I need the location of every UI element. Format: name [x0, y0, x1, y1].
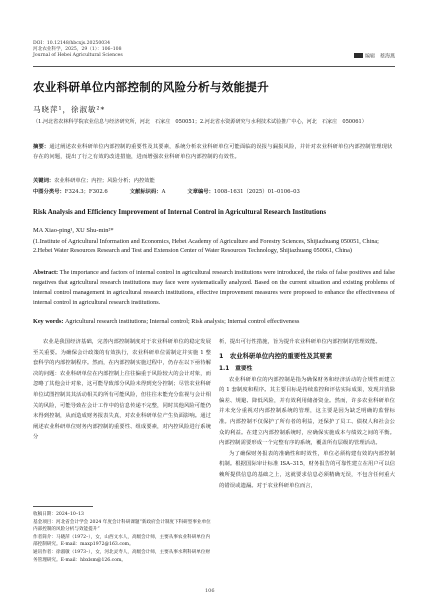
fund-value: 河北省会计学会 2024 年度会计科研课题“新政府会计制度下科研型事业单位内部控制的风险分析与效能提升” [33, 519, 211, 533]
authors-cn: 马晓萍¹，徐淑敏²* [33, 105, 106, 114]
affiliation-cn: （1.河北省农林科学院农业信息与经济研究所，河北 石家庄 050051；2.河北省水资源研究与水利技术试验推广中心，河北 石家庄 050061） [33, 119, 367, 125]
classification-line [33, 187, 395, 195]
abstract-en-label: Abstract: [33, 269, 59, 276]
keywords-en [33, 318, 395, 325]
author2-label: 通讯作者： [33, 549, 56, 555]
received-value: 2024–10–13 [55, 512, 84, 517]
keywords-en-label: Key words: [33, 318, 64, 325]
received-label: 收稿日期： [33, 512, 56, 517]
article-title-en: Risk Analysis and Efficiency Improvement of Internal Control in Agricultural Research Institutions [33, 209, 327, 216]
abstract-en [33, 268, 395, 308]
journal-info: 河北农业科学，2025，29（1）：106–108 [33, 47, 122, 53]
doi: DOI：10.12148/hbcxjs.20250034 [33, 41, 111, 46]
page-number: 106 [205, 588, 215, 594]
affiliation-en: (1.Institute of Agricultural Information and Economics, Hebei Academy of Agriculture and Forestry Sciences, Shijiazhuang 050051, China; 2.Hebei Water Resources Research and Test and Extension Center of Water Resources Technology, Shijiazhuang 050061, China) [33, 238, 379, 255]
editor-marker-block [354, 53, 363, 58]
article-id-value: 1008–1631（2025）01–0106–03 [213, 189, 300, 195]
received-date [33, 511, 211, 519]
editor-note [354, 53, 395, 60]
footnotes [33, 511, 211, 564]
keywords-cn-text: 农业科研单位；内控；风险分析；内控效能 [54, 178, 155, 184]
author1-label: 作者简介： [33, 534, 56, 540]
clc-value: F324.3；F302.6 [64, 189, 108, 195]
section-1-heading: 1 农业科研单位内控的重要性及其要素 [219, 351, 333, 360]
authors-en: MA Xiao-ping¹, XU Shu-min²* [33, 227, 114, 234]
section-1-1-paragraph-1: 农业科研单位的内部控制是指为确保财务和经济活动的合规性而建立的 1 套制度和程序。其主要目标是持续监控和评估实际成果，发现并消除偏差、规避、降低风险，并有效利用储备资金。然而，许多农业科研单位并未充分重视对内部控制系统的管理，这主要是因为缺乏明确的监督标准。内部控制不仅保护了所有者的利益，还保护了员工、债权人和社会公众的利益。在建立内部控制系统时，应确保实施成本与绩效之间的平衡。内部控制需要形成一个完整有序的系统，覆盖所有层级的管理活动。 [219, 376, 395, 447]
fund-label: 基金项目： [33, 519, 56, 525]
journal-header [33, 41, 395, 59]
footnote-rule [33, 506, 93, 507]
header-rule [33, 66, 395, 67]
author2-note [33, 549, 211, 564]
doc-code-value: A [161, 189, 166, 195]
article-id-label: 文章编号： [187, 189, 214, 195]
clc-label: 中图分类号： [33, 189, 65, 195]
editor-label: 编辑 蔡海燕 [364, 53, 395, 60]
abstract-cn [33, 143, 395, 162]
keywords-cn [33, 176, 155, 184]
author2-value: 徐淑敏（1973–），女，河北灵寿人，高级会计师，主要从事水利科研单位财务管理研究。E-mail：hbxlsm@126.com。 [33, 549, 211, 563]
section-1-1-paragraph-2: 为了确保财务报表的准确性和时效性，单位必须构建有效的内部控制机制。根据国际审计标准 ISA–315，财务报告的可靠性建立在用户可以信赖所提供信息的基础之上，这就要求信息必须精确无误，不包含任何重大的错误或遗漏。对于农业科研单位而言， [219, 450, 395, 489]
keywords-cn-label: 关键词： [33, 178, 55, 184]
fund-note [33, 519, 211, 534]
author1-note [33, 534, 211, 549]
author1-value: 马晓萍（1972–），女，山西文水人，高级会计师，主要从事农业科研单位内部控制研究。E-mail：maxp1972@163.com。 [33, 534, 211, 548]
body-text-right [219, 337, 395, 491]
abstract-cn-text: 通过阐述农业科研单位内部控制的重要性及其要素，系统分析农业科研单位可能面临的误报与漏报风险，并针对农业科研单位内部控制管理现状存在的问题，提出了行之有效的改进措施，进而增强农业科研单位内部控制的有效性。 [33, 144, 393, 160]
abstract-cn-label: 摘要： [33, 144, 50, 150]
section-1-1-heading: 1.1 重要性 [219, 365, 253, 372]
journal-name-en: Journal of Hebei Agricultural Sciences [33, 53, 123, 59]
abstract-en-text: The importance and factors of internal control in agricultural research institutions were introduced, the risks of false positives and false negatives that agricultural research institutions may face were systematically analyzed. Based on the current situation and existing problems of internal control management in agricultural research institutions, effective improvement measures were proposed to enhance the effectiveness of internal control in agricultural research institutions. [33, 269, 396, 306]
keywords-en-text: Agricultural research institutions; Internal control; Risk analysis; Internal control effectiveness [64, 318, 300, 325]
doc-code-label: 文献标识码： [129, 189, 162, 195]
article-title-cn: 农业科研单位内部控制的风险分析与效能提升 [33, 80, 269, 94]
intro-continuation: 析，提出可行性措施，旨为提升农业科研单位内部控制的管理效能。 [219, 339, 381, 345]
body-text-left: 农业是我国经济基础，完善内部控制制度对于农业科研单位的稳定发展至关重要。为确保会计政策的有效执行，农业科研单位需制定并实施 1 整套科学的内部控制程序。然而，在内部控制实施过程中，仍存在以下亟待解决的问题：农业科研单位在内部控制上往往偏重于风险较大的会计对象，而忽略了其他会计对象，这可能导致部分风险未得到充分控制；尽管农业科研单位试图控制其其活动相关的所有可能风险，但往往未能充分监视与会计相关的风险，可能导致在会计工作中的信息传递不完整，同时其他风险可能仍未得到控制，从而造成财务报表失真，对农业科研单位产生负面影响。通过阐述农业科研单位财务内部控制的重要性、组成要素，对内控风险进行系统分 [33, 339, 211, 441]
